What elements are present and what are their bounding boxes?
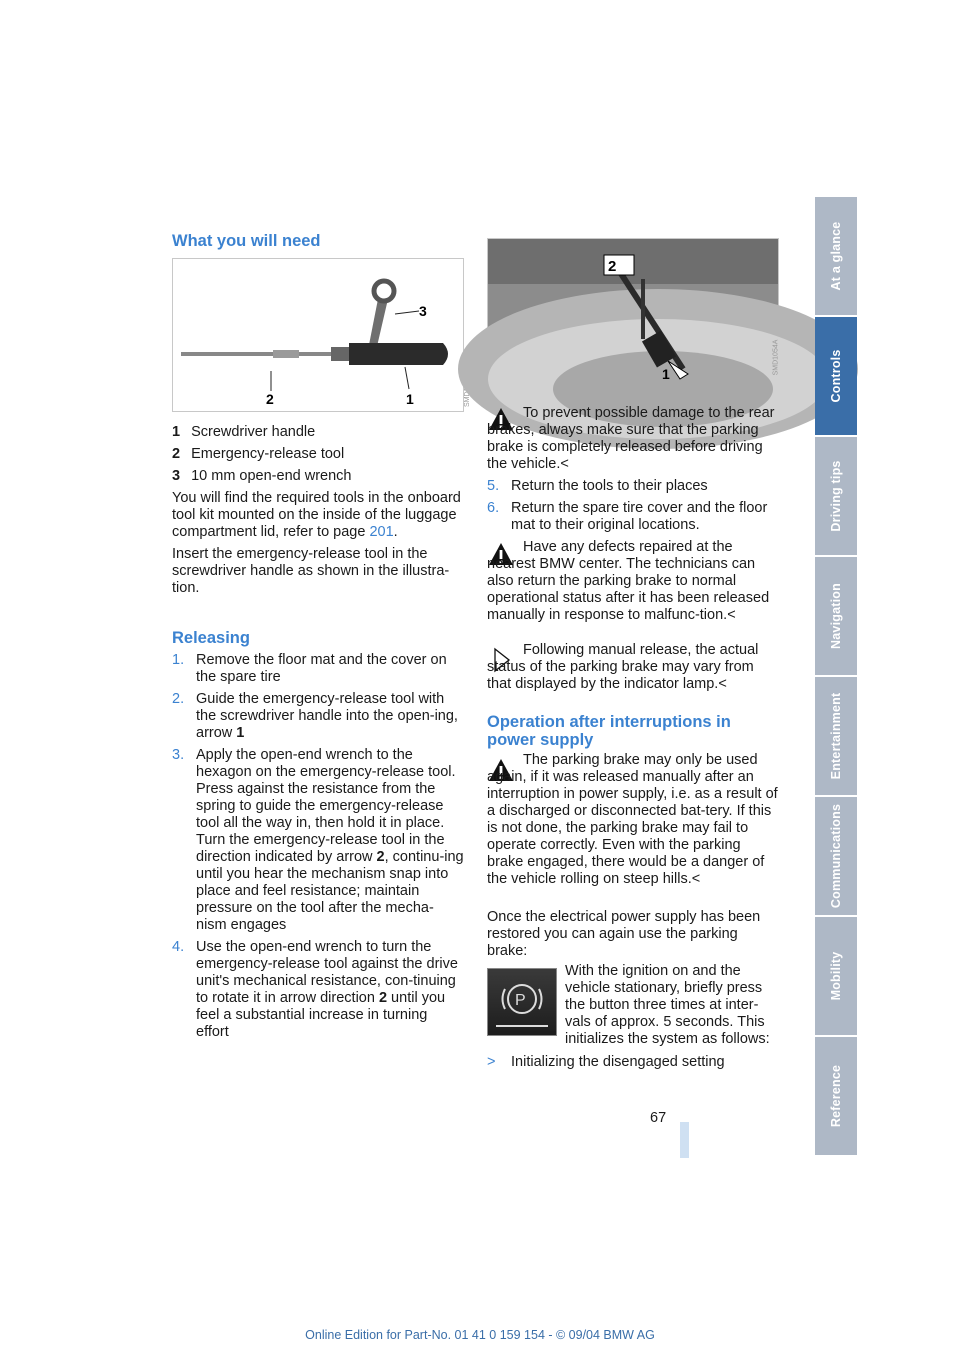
parking-brake-button-image xyxy=(487,968,557,1036)
return-steps xyxy=(487,478,779,534)
warning-power-supply: The parking brake may only be used again, if it was released manually after an interruption in power supply, i.e. as a result of a discharged or disconnected bat-tery. If this is not done, the parking brake may fail to operate correctly. Even with the parking brake engaged, there would be a danger of the vehicle rolling on steep hills.< xyxy=(487,752,778,887)
callout-3: 3 xyxy=(419,303,427,319)
releasing-steps xyxy=(172,652,464,1041)
legend-item: 3 10 mm open-end wrench xyxy=(172,468,352,484)
photo-callout-2: 2 xyxy=(608,258,617,275)
tab-navigation[interactable]: Navigation xyxy=(815,557,857,675)
step-3: 3. Apply the open-end wrench to the hexagon on the emergency-release tool. Press against the resistance from the spring to guide the emergency-release tool all the way in, then hold it in place. Turn the emergency-release tool in the direction indicated by arrow 2, continu-ing until you hear the mechanism snap into place and feel resistance; maintain pressure on the tool after the mecha-nism engages xyxy=(172,747,464,933)
release-photo-drawing xyxy=(488,239,778,395)
legend-item: 1 Screwdriver handle xyxy=(172,424,316,440)
heading-what-you-need: What you will need xyxy=(172,232,321,250)
photo-code-wrap xyxy=(772,330,790,390)
bullet-list xyxy=(487,1054,779,1071)
tools-paragraph: You will find the required tools in the onboard tool kit mounted on the inside of the luggage compartment lid, refer to page 201. xyxy=(172,490,461,540)
tab-entertainment[interactable]: Entertainment xyxy=(815,677,857,795)
tab-controls[interactable]: Controls xyxy=(815,317,857,435)
tab-at-a-glance[interactable]: At a glance xyxy=(815,197,857,315)
step-2: 2. Guide the emergency-release tool with the screwdriver handle into the open-ing, arrow 1 xyxy=(172,691,458,741)
page-link-201[interactable]: 201 xyxy=(369,524,394,540)
step-5: 5. Return the tools to their places xyxy=(487,478,708,494)
tab-communications[interactable]: Communications xyxy=(815,797,857,915)
note-manual-release: Following manual release, the actual status of the parking brake may vary from that displayed by the indicator lamp.< xyxy=(487,642,759,692)
chapter-tabs xyxy=(815,197,857,1157)
footer-edition: Online Edition for Part-No. 01 41 0 159 154 - © 09/04 BMW AG xyxy=(305,1328,655,1342)
photo-callout-1: 1 xyxy=(662,366,670,382)
warning-rear-brakes: To prevent possible damage to the rear brakes, always make sure that the parking brake is completely released before driving the vehicle.< xyxy=(487,405,775,472)
legend-item: 2 Emergency-release tool xyxy=(172,446,345,462)
heading-releasing: Releasing xyxy=(172,629,250,647)
step-1: 1. Remove the floor mat and the cover on the spare tire xyxy=(172,652,447,685)
heading-operation-after-interruptions: Operation after interruptions in power supply xyxy=(487,713,731,749)
step-4: 4. Use the open-end wrench to turn the emergency-release tool against the drive unit's mechanical resistance, con-tinuing to rotate it in arrow direction 2 until you feel a substantial increase in turning effort xyxy=(172,939,458,1040)
once-restored-paragraph: Once the electrical power supply has been restored you can again use the parking brake: xyxy=(487,909,761,959)
parking-brake-icon xyxy=(488,969,556,1035)
page-marker-bar xyxy=(680,1122,689,1158)
svg-text:P: P xyxy=(515,992,526,1009)
insert-paragraph: Insert the emergency-release tool in the screwdriver handle as shown in the illustra-tion. xyxy=(172,546,450,596)
callout-2: 2 xyxy=(266,391,274,407)
warning-defects: Have any defects repaired at the nearest BMW center. The technicians can also return the parking brake to normal operational status after it has been released manually in response to malfunc-tion.< xyxy=(487,539,770,623)
callout-1: 1 xyxy=(406,391,414,407)
tools-illustration xyxy=(172,258,464,412)
page-number: 67 xyxy=(650,1110,667,1126)
step-6: 6. Return the spare tire cover and the floor mat to their original locations. xyxy=(487,500,768,533)
left-column-text xyxy=(172,424,464,597)
tab-reference[interactable]: Reference xyxy=(815,1037,857,1155)
release-photo xyxy=(487,238,779,396)
photo-code: SMD1054A xyxy=(772,339,780,376)
tab-mobility[interactable]: Mobility xyxy=(815,917,857,1035)
tab-driving-tips[interactable]: Driving tips xyxy=(815,437,857,555)
bullet-item: > Initializing the disengaged setting xyxy=(487,1054,725,1070)
button-instructions: With the ignition on and the vehicle stationary, briefly press the button three times at inter-vals of approx. 5 seconds. This initializes the system as follows: xyxy=(565,963,770,1047)
tools-drawing xyxy=(173,259,463,411)
